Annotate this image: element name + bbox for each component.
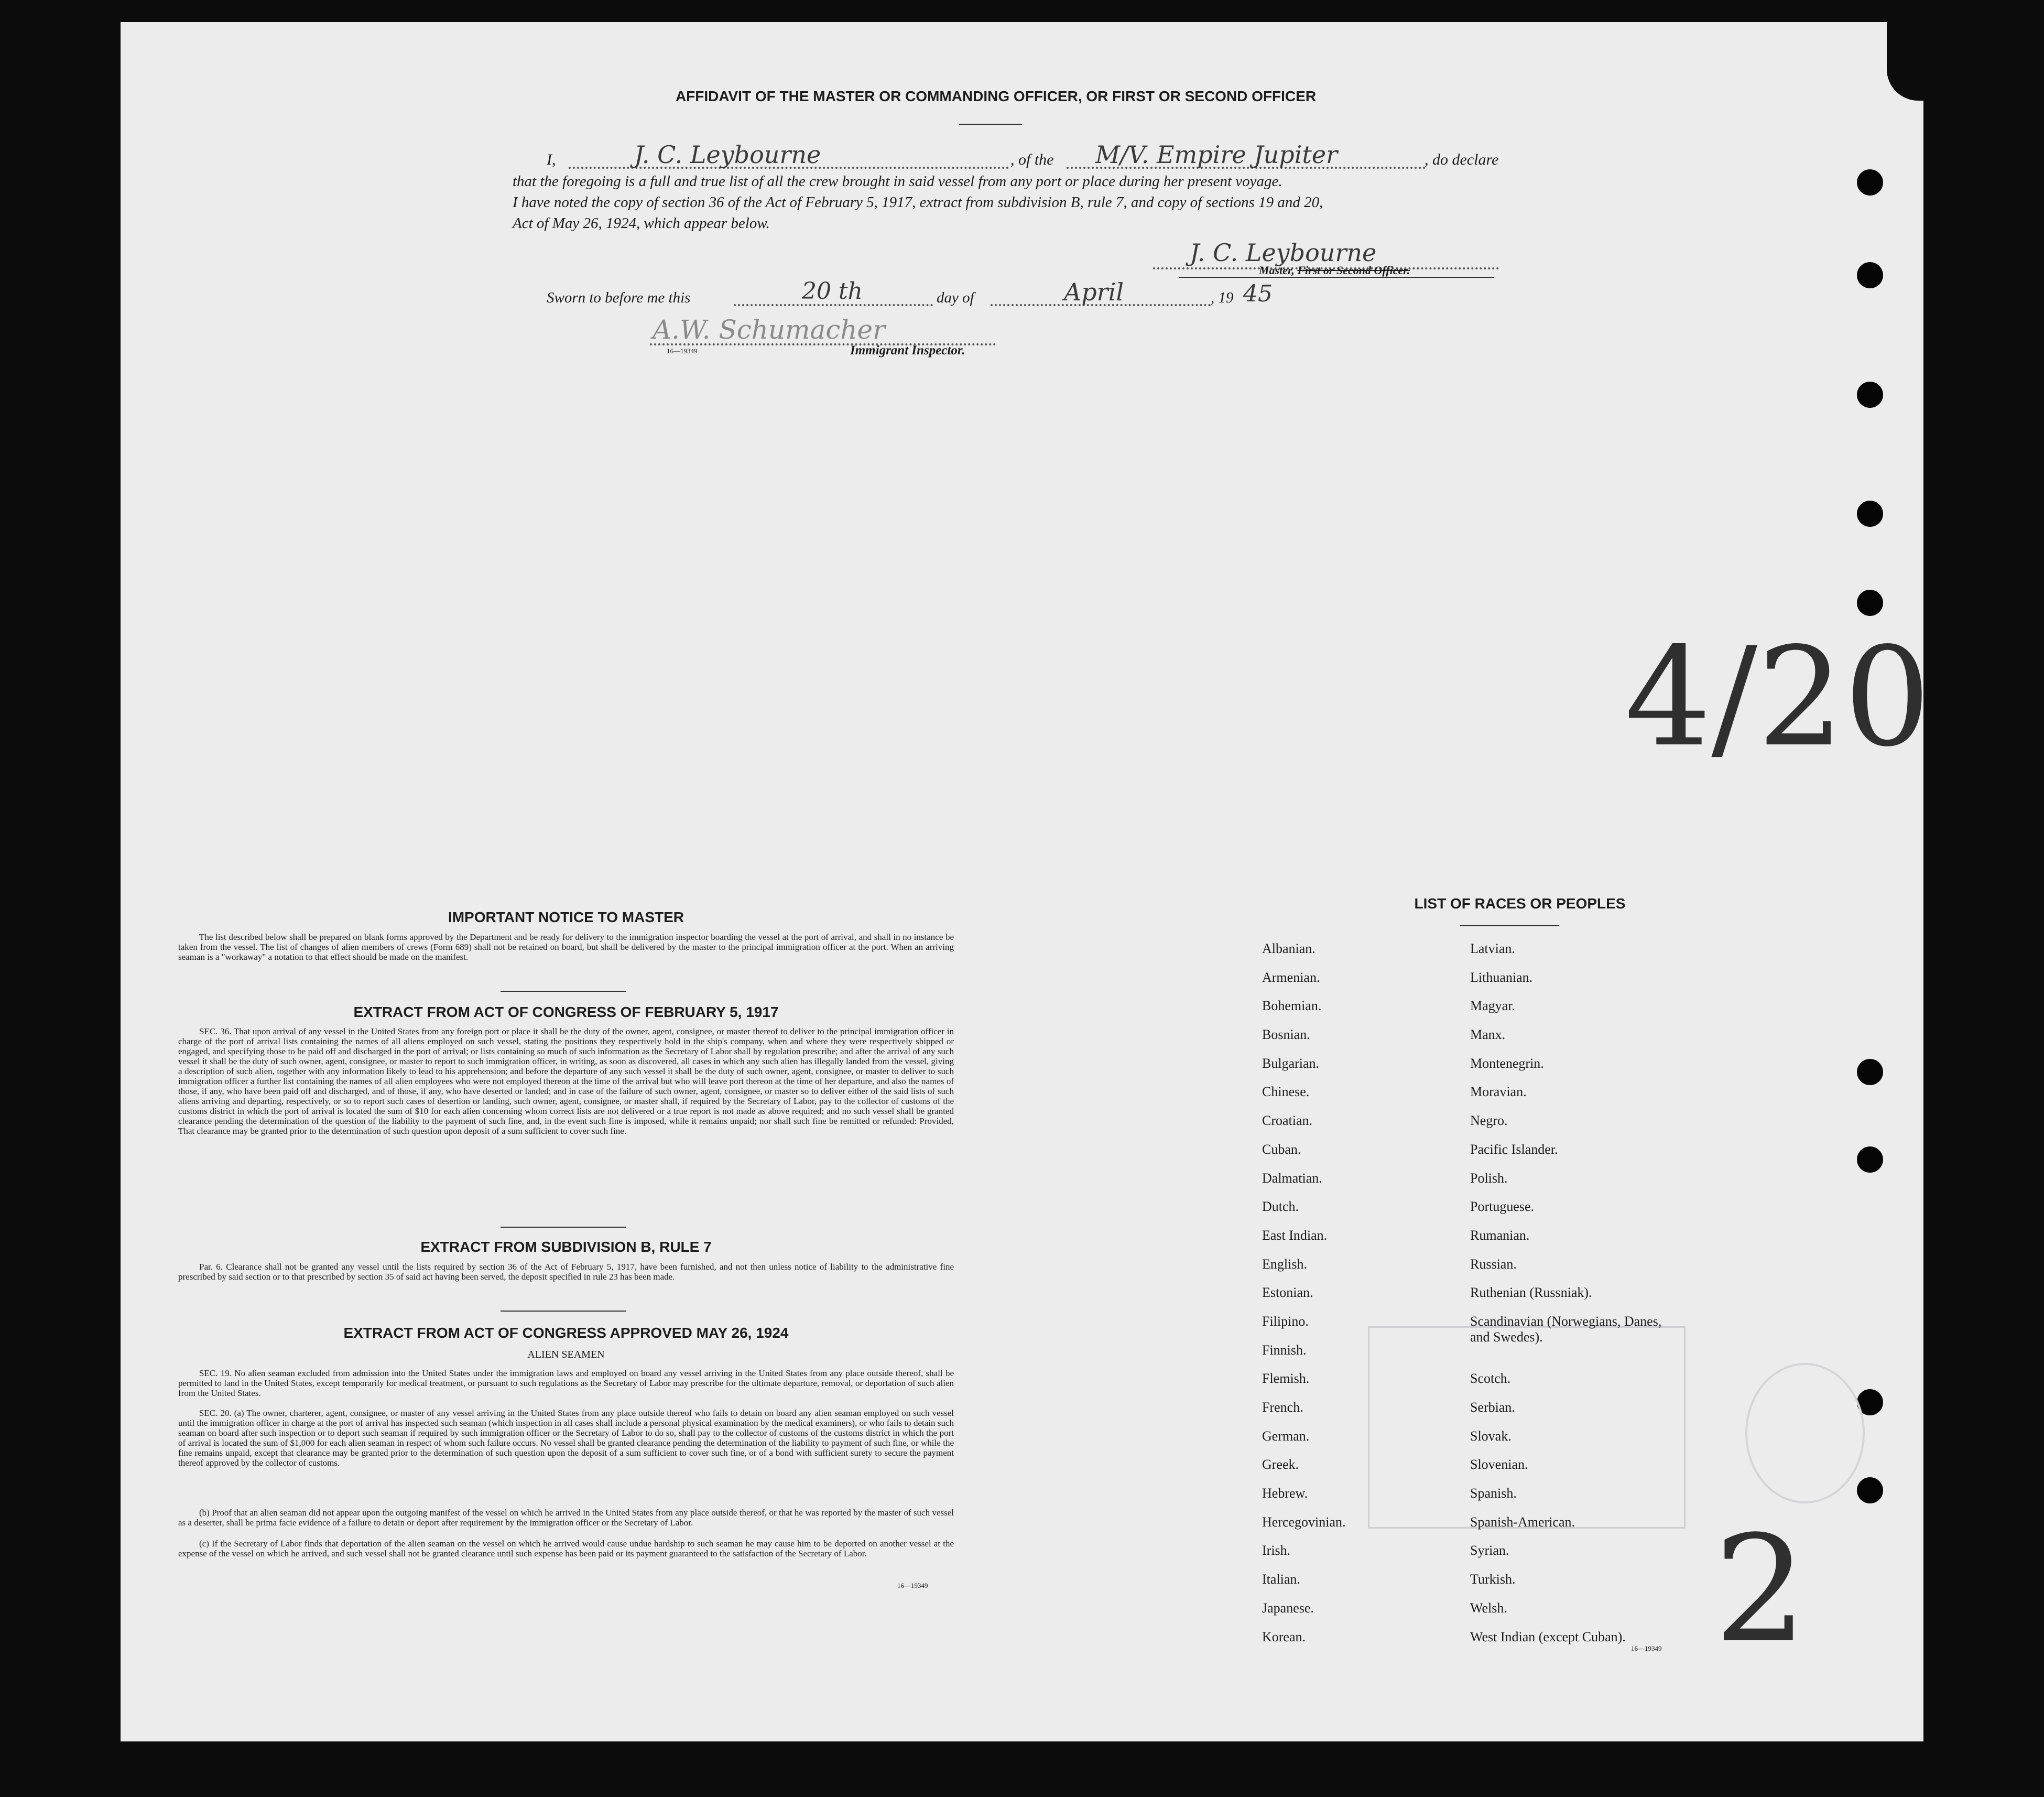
race-item: Croatian.	[1262, 1113, 1313, 1129]
race-item: Latvian.	[1470, 941, 1515, 956]
races-divider	[1460, 925, 1559, 926]
affidavit-line1-mid: , of the	[1010, 151, 1054, 168]
races-form-number: 16—19349	[1631, 1644, 1662, 1652]
race-item: Hercegovinian.	[1262, 1514, 1346, 1530]
handwritten-date-note: 4/20	[1625, 619, 1931, 777]
race-item: Spanish.	[1470, 1486, 1517, 1501]
race-item: Cuban.	[1262, 1141, 1301, 1157]
race-item: Armenian.	[1262, 969, 1320, 985]
master-signature-strike	[1179, 277, 1494, 278]
race-item: Ruthenian (Russniak).	[1470, 1285, 1592, 1301]
notice-title: IMPORTANT NOTICE TO MASTER	[448, 909, 684, 925]
rule7-title: EXTRACT FROM SUBDIVISION B, RULE 7	[420, 1239, 712, 1255]
race-item: Montenegrin.	[1470, 1055, 1544, 1071]
extract1924-title: EXTRACT FROM ACT OF CONGRESS APPROVED MAY 26, 1924	[343, 1325, 789, 1341]
title-divider	[959, 124, 1022, 125]
race-item: Welsh.	[1470, 1600, 1507, 1616]
race-item: Chinese.	[1262, 1084, 1310, 1100]
race-item: Lithuanian.	[1470, 969, 1533, 985]
race-item: Serbian.	[1470, 1400, 1515, 1415]
punch-hole	[1857, 262, 1883, 288]
punch-hole	[1857, 382, 1883, 408]
punch-hole	[1857, 1146, 1883, 1173]
race-item: Bulgarian.	[1262, 1055, 1320, 1071]
race-item: Finnish.	[1262, 1342, 1307, 1358]
race-item: Manx.	[1470, 1027, 1506, 1043]
race-item: Scotch.	[1470, 1371, 1511, 1387]
affidavit-form-number: 16—19349	[667, 347, 698, 355]
race-item: French.	[1262, 1400, 1303, 1415]
rule7-divider	[501, 1311, 626, 1312]
master-caption-struck: First or Second Officer.	[1297, 264, 1410, 277]
race-item: Filipino.	[1262, 1313, 1309, 1329]
sworn-year-prefix: , 19	[1211, 289, 1234, 306]
race-item: Bohemian.	[1262, 998, 1322, 1014]
affidavit-line3: I have noted the copy of section 36 of the Act of February 5, 1917, extract from subdivision B, rule 7, and copy of sections 19 and 20,	[513, 194, 1323, 211]
affidavit-title: AFFIDAVIT OF THE MASTER OR COMMANDING OFFICER, OR FIRST OR SECOND OFFICER	[675, 88, 1317, 104]
punch-hole	[1857, 590, 1883, 616]
affidavit-line4: Act of May 26, 1924, which appear below.	[513, 215, 770, 232]
extract1917-divider	[501, 1227, 626, 1228]
extract1924-subtitle: ALIEN SEAMEN	[527, 1349, 605, 1360]
handwritten-page-mark: 2	[1714, 1504, 1808, 1675]
race-item: Bosnian.	[1262, 1027, 1310, 1043]
race-item: Greek.	[1262, 1457, 1299, 1473]
rule7-body: Par. 6. Clearance shall not be granted any vessel until the lists required by section 36 of the Act of February 5, 1917, have been furnished, and not then unless notice of liability to the administrative fine prescribed by said section or to that prescribed by section 35 of said act having been served, the deposit specified in rule 23 has been made.	[178, 1262, 954, 1282]
race-item: Estonian.	[1262, 1285, 1313, 1301]
race-item: Polish.	[1470, 1170, 1508, 1186]
race-item: Scandinavian (Norwegians, Danes, and Swedes).	[1470, 1313, 1662, 1345]
extract1917-body: SEC. 36. That upon arrival of any vessel in the United States from any foreign port or place it shall be the duty of the owner, agent, consignee, or master thereof to deliver to the principal immigration officer in charge of the port of arrival lists containing the names of all aliens employed on such vessel, stating the positions they respectively hold in the ship's company, when and where they were respectively shipped or engaged, and specifying those to be paid off and discharged in the port of arrival; or lists containing so much of such information as the Secretary of Labor shall by regulation prescribe; and after the arrival of any such vessel it shall be the duty of such owner, agent, consignee, or master to report to such immigration officer, in writing, as soon as discovered, all cases in which any such alien has illegally landed from the vessel, giving a description of such alien, together with any information likely to lead to his apprehension; and before the departure of any such vessel it shall be the duty of such owner, agent, consignee, or master to deliver to such immigration officer a further list containing the names of all alien employees who were not employed thereon at the time of the arrival but who will leave port thereon at the time of her departure, and also the names of those, if any, who have been paid off and discharged, and of those, if any, who have deserted or landed; and in case of the failure of such owner, agent, consignee, or master so to deliver either of the said lists of such aliens arriving and departing, respectively, or so to report such cases of desertion or landing, such owner, agent, consignee, or master shall, if required by the Secretary of Labor, pay to the collector of customs of the customs district in which the port of arrival is located the sum of $10 for each alien concerning whom correct lists are not delivered or a true report is not made as above required; and no such vessel shall be granted clearance pending the determination of the question of the liability to the payment of such fine, and, in the event such fine is imposed, while it remains unpaid; nor shall such fine be remitted or refunded: Provided, That clearance may be granted prior to the determination of such question upon deposit of a sum sufficient to cover such fine.	[178, 1026, 954, 1136]
master-caption	[1259, 264, 1410, 277]
extract1917-title: EXTRACT FROM ACT OF CONGRESS OF FEBRUARY 5, 1917	[353, 1004, 779, 1020]
race-item: Moravian.	[1470, 1084, 1527, 1100]
race-item: Italian.	[1262, 1572, 1300, 1587]
sworn-prefix: Sworn to before me this	[547, 289, 691, 306]
master-caption-text: Master,	[1259, 264, 1295, 277]
affidavit-line1-prefix: I,	[547, 151, 556, 168]
race-item: Slovenian.	[1470, 1457, 1528, 1473]
extract1924-sec19: SEC. 19. No alien seaman excluded from admission into the United States under the immigration laws and employed on board any vessel arriving in the United States from any place outside thereof, shall be permitted to land in the United States, except temporarily for medical treatment, or pursuant to such regulations as the Secretary of Labor may prescribe for the ultimate departure, removal, or deportation of such alien from the United States.	[178, 1368, 954, 1398]
sworn-day: 20 th	[802, 278, 863, 305]
vessel-name: M/V. Empire Jupiter	[1095, 140, 1338, 169]
race-item: Syrian.	[1470, 1543, 1509, 1558]
race-item: Albanian.	[1262, 941, 1315, 956]
sworn-month: April	[1064, 278, 1124, 306]
race-item: Magyar.	[1470, 998, 1515, 1014]
race-item: Irish.	[1262, 1543, 1291, 1558]
punch-hole	[1857, 169, 1883, 196]
notice-divider	[501, 991, 626, 992]
master-signature: J. C. Leybourne	[1190, 239, 1377, 267]
race-item: Japanese.	[1262, 1600, 1314, 1616]
extract1924-sec20a: SEC. 20. (a) The owner, charterer, agent, consignee, or master of any vessel arriving in the United States from any place outside thereof who fails to detain on board any alien seaman employed on such vessel until the immigration officer in charge at the port of arrival has inspected such seaman (which inspection in all cases shall include a personal physical examination by the medical examiners), or who fails to detain such seaman on board after such inspection or to deport such seaman if required by such immigration officer or the Secretary of Labor to do so, shall pay to the collector of customs of the customs district in which the port of arrival is located the sum of $1,000 for each alien seaman in respect of whom such failure occurs. No vessel shall be granted clearance pending the determination of the liability to payment of such fine, or while the fine remains unpaid, except that clearance may be granted prior to the determination of such question upon the deposit of a sum sufficient to cover such fine, or of a bond with sufficient surety to secure the payment thereof approved by the collector of customs.	[178, 1408, 954, 1468]
affidavit-line1-suffix: , do declare	[1425, 151, 1499, 168]
race-item: West Indian (except Cuban).	[1470, 1629, 1626, 1644]
punch-hole	[1857, 1059, 1883, 1085]
race-item: Negro.	[1470, 1113, 1508, 1129]
race-item: Rumanian.	[1470, 1227, 1530, 1243]
notice-body: The list described below shall be prepared on blank forms approved by the Department and be ready for delivery to the immigration inspector boarding the vessel at the port of arrival, and shall in no instance be taken from the vessel. The list of changes of alien members of crews (Form 689) shall not be retained on board, but shall be delivered by the master to the principal immigration officer at the port. When an arriving seaman is a "workaway" a notation to that effect should be made on the manifest.	[178, 932, 954, 962]
punch-hole	[1857, 501, 1883, 527]
race-item: Korean.	[1262, 1629, 1306, 1644]
inspector-signature: A.W. Schumacher	[653, 315, 886, 345]
declarant-signature: J. C. Leybourne	[634, 140, 821, 169]
affidavit-line2: that the foregoing is a full and true list of all the crew brought in said vessel from any port or place during her present voyage.	[513, 173, 1282, 190]
sworn-day-of: day of	[937, 289, 974, 306]
extract1924-sec20b: (b) Proof that an alien seaman did not appear upon the outgoing manifest of the vessel on which he arrived in the United States from any place outside thereof, or that he was reported by the master of such vessel as a deserter, shall be prima facie evidence of a failure to detain or deport after requirement by the immigration officer or the Secretary of Labor.	[178, 1508, 954, 1528]
race-item: Slovak.	[1470, 1428, 1512, 1444]
races-right-column	[1470, 935, 1664, 1651]
punch-hole	[1857, 1477, 1883, 1503]
extract1924-sec20c: (c) If the Secretary of Labor finds that deportation of the alien seaman on the vessel on which he arrived would cause undue hardship to such seaman he may cause him to be deported on another vessel at the expense of the vessel on which he arrived, and such vessel shall not be granted clearance until such expense has been paid or its payment guaranteed to the satisfaction of the Secretary of Labor.	[178, 1539, 954, 1558]
races-left-column	[1262, 935, 1346, 1651]
race-item: English.	[1262, 1256, 1307, 1272]
race-item: Portuguese.	[1470, 1199, 1535, 1215]
race-item: Dutch.	[1262, 1199, 1299, 1215]
race-item: East Indian.	[1262, 1227, 1328, 1243]
race-item: German.	[1262, 1428, 1310, 1444]
race-item: Dalmatian.	[1262, 1170, 1322, 1186]
faint-seal	[1745, 1363, 1865, 1503]
race-item: Turkish.	[1470, 1572, 1516, 1587]
race-item: Spanish-American.	[1470, 1514, 1575, 1530]
race-item: Flemish.	[1262, 1371, 1310, 1387]
inspector-caption: Immigrant Inspector.	[850, 343, 965, 358]
race-item: Hebrew.	[1262, 1486, 1308, 1501]
extract1924-form-number: 16—19349	[897, 1582, 928, 1589]
sworn-year: 45	[1243, 280, 1273, 307]
race-item: Russian.	[1470, 1256, 1517, 1272]
races-title: LIST OF RACES OR PEOPLES	[1414, 895, 1626, 912]
race-item: Pacific Islander.	[1470, 1141, 1558, 1157]
